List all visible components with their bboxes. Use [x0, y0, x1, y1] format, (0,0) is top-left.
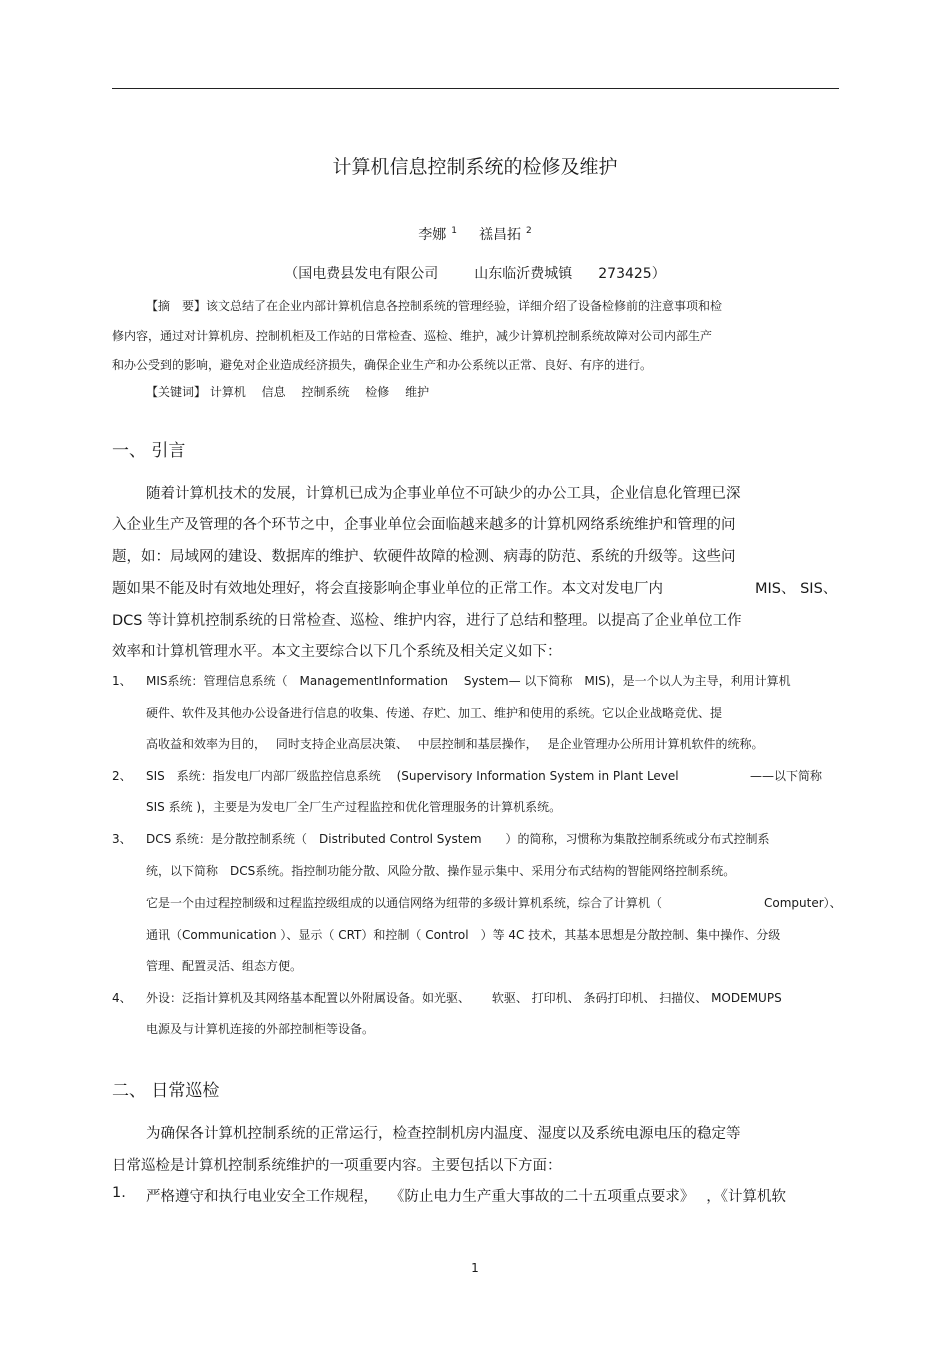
list-number: 2、	[112, 769, 132, 783]
author-name: 李娜	[418, 227, 447, 243]
list-item-line: 硬件、软件及其他办公设备进行信息的收集、传递、存贮、加工、维护和使用的系统。它以企业战略竞优、提	[146, 706, 723, 720]
list-number: 4、	[112, 991, 132, 1005]
author-name: 禚昌拓	[479, 227, 521, 243]
list-item-line: DCS 系统：是分散控制系统（ Distributed Control System ）的简称，习惯称为集散控制系统或分布式控制系	[146, 832, 770, 846]
body-line: DCS 等计算机控制系统的日常检查、巡检、维护内容，进行了总结和整理。以提高了企业单位工作	[112, 613, 742, 629]
list-number: 1.	[112, 1185, 126, 1201]
abstract-line: 和办公受到的影响，避免对企业造成经济损失，确保企业生产和办公系统以正常、良好、有序的进行。	[112, 358, 653, 372]
body-line: 效率和计算机管理水平。本文主要综合以下几个系统及相关定义如下：	[112, 644, 562, 660]
body-line: 随着计算机技术的发展，计算机已成为企事业单位不可缺少的办公工具，企业信息化管理已深	[146, 486, 741, 502]
list-item-line: SIS 系统：指发电厂内部厂级监控信息系统 (Supervisory Information System in Plant Level	[146, 769, 679, 783]
abstract-line: 【摘 要】该文总结了在企业内部计算机信息各控制系统的管理经验，详细介绍了设备检修前的注意事项和检	[146, 299, 723, 313]
header-rule	[112, 88, 839, 89]
list-item-line: 管理、配置灵活、组态方便。	[146, 959, 303, 973]
abstract-line: 修内容，通过对计算机房、控制机柜及工作站的日常检查、巡检、维护，减少计算机控制系统故障对公司内部生产	[112, 329, 713, 343]
list-number: 3、	[112, 832, 132, 846]
affiliation-org: （国电费县发电有限公司	[284, 266, 439, 282]
list-number: 1、	[112, 674, 132, 688]
author-sup: 2	[526, 226, 532, 237]
body-line: 为确保各计算机控制系统的正常运行，检查控制机房内温度、湿度以及系统电源电压的稳定等	[146, 1126, 741, 1142]
list-item-line: 通讯（Communication ）、显示（ CRT）和控制（ Control ）等 4C 技术，其基本思想是分散控制、集中操作、分级	[146, 928, 781, 942]
list-item-line: ——以下简称	[750, 769, 823, 783]
body-line: 题，如：局域网的建设、数据库的维护、软硬件故障的检测、病毒的防范、系统的升级等。这些问	[112, 549, 736, 565]
body-line: MIS、 SIS、	[755, 581, 838, 597]
list-item-line: 电源及与计算机连接的外部控制柜等设备。	[146, 1022, 375, 1036]
author-sup: 1	[451, 226, 457, 237]
list-item-line: 严格遵守和执行电业安全工作规程， 《防止电力生产重大事故的二十五项重点要求》 ，《计算机软	[146, 1189, 786, 1205]
list-item-line: SIS 系统 )，主要是为发电厂全厂生产过程监控和优化管理服务的计算机系统。	[146, 800, 562, 814]
body-line: 题如果不能及时有效地处理好，将会直接影响企事业单位的正常工作。本文对发电厂内	[112, 581, 663, 597]
list-item-line: MIS系统：管理信息系统（ ManagementInformation System— 以下简称 MIS)，是一个以人为主导，利用计算机	[146, 674, 791, 688]
list-item-line: 高收益和效率为目的， 同时支持企业高层决策、 中层控制和基层操作， 是企业管理办公所用计算机软件的统称。	[146, 737, 764, 751]
section-heading: 二、 日常巡检	[112, 1081, 220, 1101]
affiliation-place: 山东临沂费城镇	[474, 266, 573, 282]
authors	[0, 224, 950, 244]
list-item-line: 外设：泛指计算机及其网络基本配置以外附属设备。如光驱、 软驱、 打印机、 条码打印机、 扫描仪、 MODEMUPS	[146, 991, 782, 1005]
affiliation	[0, 263, 950, 283]
body-line: 日常巡检是计算机控制系统维护的一项重要内容。主要包括以下方面：	[112, 1158, 562, 1174]
section-heading: 一、 引言	[112, 441, 186, 461]
keywords: 【关键词】 计算机 信息 控制系统 检修 维护	[146, 385, 430, 399]
page-title: 计算机信息控制系统的检修及维护	[332, 156, 618, 178]
page-number: 1	[471, 1261, 479, 1275]
list-item-line: Computer）、	[764, 896, 842, 910]
affiliation-zip: 273425）	[598, 266, 666, 282]
body-line: 入企业生产及管理的各个环节之中，企事业单位会面临越来越多的计算机网络系统维护和管理的问	[112, 517, 736, 533]
list-item-line: 它是一个由过程控制级和过程监控级组成的以通信网络为纽带的多级计算机系统，综合了计算机（	[146, 896, 663, 910]
list-item-line: 统，以下简称 DCS系统。指控制功能分散、风险分散、操作显示集中、采用分布式结构的智能网络控制系统。	[146, 864, 736, 878]
